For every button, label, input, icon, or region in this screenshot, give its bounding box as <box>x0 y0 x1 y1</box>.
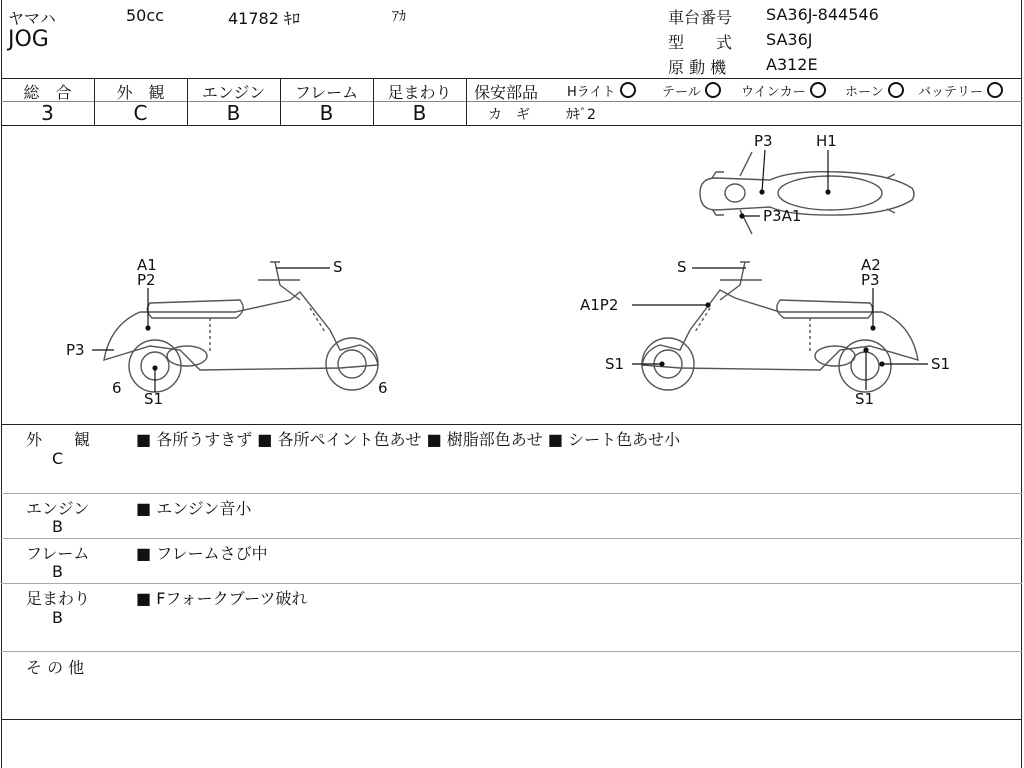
engine-value: A312E <box>766 55 818 74</box>
exterior-label: 外 観 <box>116 83 165 102</box>
label-left-p2: P2 <box>137 271 156 289</box>
frame-grade-label: フレーム <box>294 83 359 102</box>
total-value: 3 <box>41 101 54 125</box>
safety-label: 保安部品 <box>474 83 539 102</box>
ok-circle-icon <box>810 82 826 98</box>
frame-no-label: 車台番号 <box>668 8 733 27</box>
type-label: 型 式 <box>668 33 733 52</box>
safety-mid-line <box>467 101 1022 102</box>
note-grade-frame: B <box>52 562 63 581</box>
model-name: JOG <box>8 27 49 52</box>
label-top-p3a1: P3A1 <box>763 207 802 225</box>
note-text-suspension: ■ Fフォークブーツ破れ <box>136 589 308 608</box>
note-text-frame: ■ フレームさび中 <box>136 544 268 563</box>
grade-top-line <box>1 78 1022 79</box>
label-right-a2: A2 <box>861 256 881 274</box>
label-left-6b: 6 <box>378 379 388 397</box>
note-text-exterior: ■ 各所うすきず ■ 各所ペイント色あせ ■ 樹脂部色あせ ■ シート色あせ小 <box>136 430 681 449</box>
note-label-other: そ の 他 <box>26 658 85 677</box>
note-label-suspension: 足まわり <box>26 589 91 608</box>
total-label: 総 合 <box>23 83 72 102</box>
exterior-value: C <box>133 101 148 125</box>
frame-grade-value: B <box>319 101 334 125</box>
ok-circle-icon <box>620 82 636 98</box>
key-value: ｶｷﾞ2 <box>566 107 596 123</box>
label-top-h1: H1 <box>816 132 837 150</box>
note-label-engine: エンジン <box>26 499 90 518</box>
note-divider-4 <box>1 651 1022 652</box>
note-divider-3 <box>1 583 1022 584</box>
engine-grade-value: B <box>226 101 241 125</box>
label-right-s1-front: S1 <box>605 355 625 373</box>
maker: ヤマハ <box>8 9 56 28</box>
frame-no: SA36J-844546 <box>766 5 879 24</box>
type-value: SA36J <box>766 30 813 49</box>
engine-grade-label: エンジン <box>201 83 266 102</box>
mileage: 41782 ｷﾛ <box>228 9 300 28</box>
note-grade-suspension: B <box>52 608 63 627</box>
displacement: 50cc <box>126 6 164 25</box>
suspension-grade-label: 足まわり <box>387 83 452 102</box>
grade-div-5 <box>466 78 467 125</box>
notes-bottom-line <box>1 719 1022 720</box>
note-label-exterior: 外 観 <box>26 430 91 449</box>
label-right-s1-rear: S1 <box>931 355 951 373</box>
ok-circle-icon <box>705 82 721 98</box>
safety-item-winker: ウインカー <box>741 81 826 100</box>
ok-circle-icon <box>888 82 904 98</box>
safety-item-tail: テール <box>662 81 721 100</box>
note-divider-1 <box>1 493 1022 494</box>
note-label-frame: フレーム <box>26 544 90 563</box>
safety-item-battery: バッテリー <box>918 81 1003 100</box>
safety-item-horn: ホーン <box>845 81 904 100</box>
note-grade-engine: B <box>52 517 63 536</box>
label-left-6a: 6 <box>112 379 122 397</box>
note-grade-exterior: C <box>52 449 64 468</box>
label-right-s: S <box>677 258 687 276</box>
label-left-s1: S1 <box>144 390 164 408</box>
label-left-s: S <box>333 258 343 276</box>
note-text-engine: ■ エンジン音小 <box>136 499 252 518</box>
notes-top-line <box>1 424 1022 425</box>
label-left-a1: A1 <box>137 256 157 274</box>
label-right-p3: P3 <box>861 271 880 289</box>
scooter-top-view <box>700 152 914 234</box>
key-label: カ ギ <box>488 107 530 123</box>
label-top-p3: P3 <box>754 132 773 150</box>
ok-circle-icon <box>987 82 1003 98</box>
condition-diagram <box>0 126 1022 424</box>
note-divider-2 <box>1 538 1022 539</box>
suspension-grade-value: B <box>412 101 427 125</box>
label-right-a1p2: A1P2 <box>580 296 619 314</box>
label-left-p3: P3 <box>66 341 85 359</box>
safety-item-headlight: Hライト <box>567 81 636 100</box>
color: ｱｶ <box>392 9 406 25</box>
engine-label: 原 動 機 <box>668 58 727 77</box>
label-right-s1-bottom: S1 <box>855 390 875 408</box>
